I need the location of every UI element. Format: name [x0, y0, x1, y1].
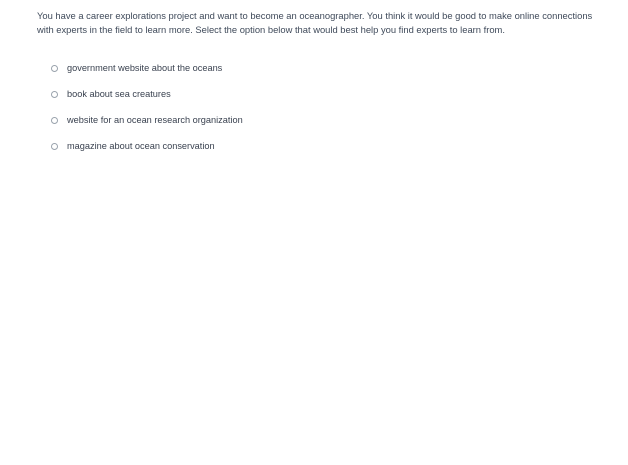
- radio-button[interactable]: [51, 91, 58, 98]
- radio-button[interactable]: [51, 65, 58, 72]
- answer-option-label: book about sea creatures: [67, 89, 171, 99]
- answer-option-label: website for an ocean research organization: [67, 115, 243, 125]
- answer-option-label: government website about the oceans: [67, 63, 223, 73]
- answer-option[interactable]: [50, 107, 243, 133]
- answer-option[interactable]: [50, 133, 243, 159]
- answer-option[interactable]: [50, 81, 243, 107]
- radio-button[interactable]: [51, 143, 58, 150]
- question-prompt: You have a career explorations project and want to become an oceanographer. You think it would be good to make online connections with experts in the field to learn more. Select the option below that would best help you find experts to learn from.: [37, 10, 593, 35]
- radio-button[interactable]: [51, 117, 58, 124]
- answer-options: [50, 55, 243, 159]
- answer-option[interactable]: [50, 55, 243, 81]
- answer-option-label: magazine about ocean conservation: [67, 141, 215, 151]
